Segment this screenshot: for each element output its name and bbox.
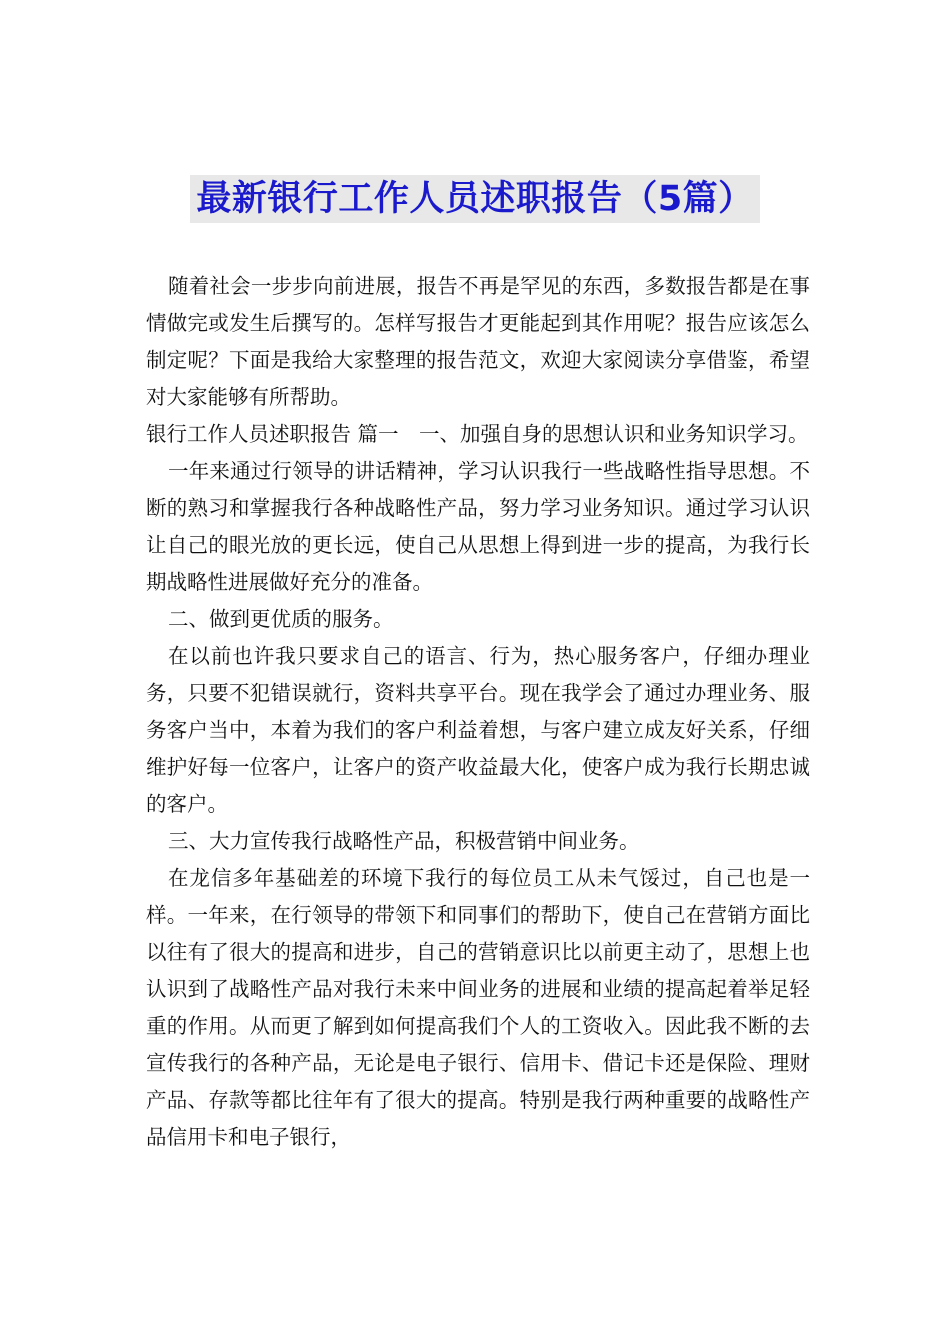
intro-paragraph: 随着社会一步步向前进展，报告不再是罕见的东西，多数报告都是在事情做完或发生后撰写的。怎样写报告才更能起到其作用呢？报告应该怎么制定呢？下面是我给大家整理的报告范文，欢迎大家阅读分享借鉴，希望对大家能够有所帮助。 bbox=[146, 274, 810, 409]
section-heading-2: 二、做到更优质的服务。 bbox=[168, 607, 394, 631]
body-paragraph-1: 一年来通过行领导的讲话精神，学习认识我行一些战略性指导思想。不断的熟习和掌握我行各种战略性产品，努力学习业务知识。通过学习认识让自己的眼光放的更长远，使自己从思想上得到进一步的提高，为我行长期战略性进展做好充分的准备。 bbox=[146, 459, 810, 594]
section-heading-1: 银行工作人员述职报告 篇一 一、加强自身的思想认识和业务知识学习。 bbox=[146, 422, 809, 446]
body-paragraph-3: 在龙信多年基础差的环境下我行的每位员工从未气馁过，自己也是一样。一年来，在行领导的带领下和同事们的帮助下，使自己在营销方面比以往有了很大的提高和进步，自己的营销意识比以前更主动了，思想上也认识到了战略性产品对我行未来中间业务的进展和业绩的提高起着举足轻重的作用。从而更了解到如何提高我们个人的工资收入。因此我不断的去宣传我行的各种产品，无论是电子银行、信用卡、借记卡还是保险、理财产品、存款等都比往年有了很大的提高。特别是我行两种重要的战略性产品信用卡和电子银行， bbox=[146, 866, 810, 1149]
title-wrap bbox=[0, 175, 950, 223]
section-heading-3: 三、大力宣传我行战略性产品，积极营销中间业务。 bbox=[168, 829, 640, 853]
body-paragraph-2: 在以前也许我只要求自己的语言、行为，热心服务客户，仔细办理业务，只要不犯错误就行，资料共享平台。现在我学会了通过办理业务、服务客户当中，本着为我们的客户利益着想，与客户建立成友好关系，仔细维护好每一位客户，让客户的资产收益最大化，使客户成为我行长期忠诚的客户。 bbox=[146, 644, 810, 816]
document-body bbox=[146, 268, 810, 1156]
document-title: 最新银行工作人员述职报告（5篇） bbox=[190, 175, 759, 223]
